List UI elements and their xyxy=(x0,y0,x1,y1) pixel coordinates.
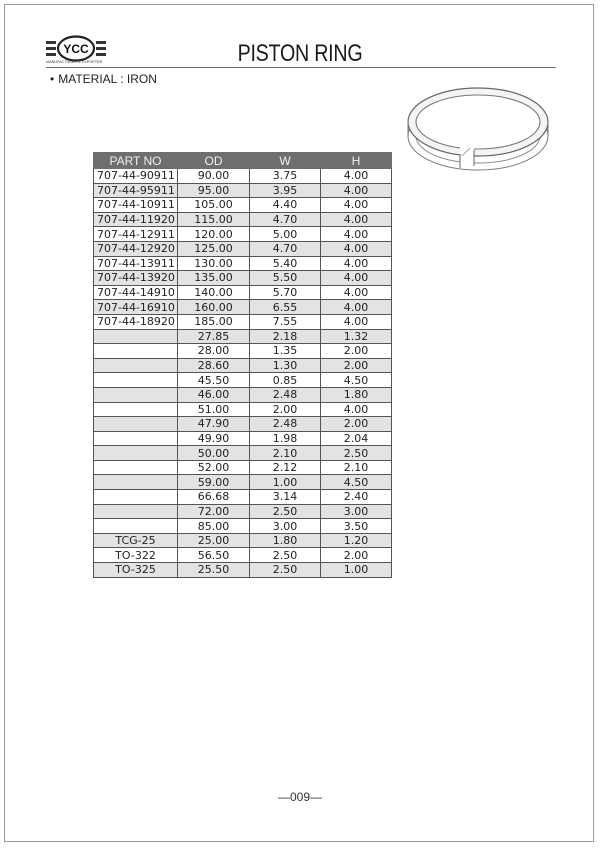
table-row xyxy=(94,227,392,242)
cell-part-no: 707-44-18920 xyxy=(94,314,178,329)
cell-part-no: 707-44-10911 xyxy=(94,198,178,213)
cell-w: 5.70 xyxy=(250,285,321,300)
table-row xyxy=(94,431,392,446)
cell-h: 1.00 xyxy=(321,563,392,578)
bullet-icon: • xyxy=(50,72,55,86)
cell-od: 46.00 xyxy=(178,387,250,402)
cell-w: 4.40 xyxy=(250,198,321,213)
material-line xyxy=(50,72,157,86)
cell-h: 2.10 xyxy=(321,460,392,475)
page-number: —009— xyxy=(277,790,323,804)
cell-w: 2.48 xyxy=(250,387,321,402)
cell-part-no: TO-325 xyxy=(94,563,178,578)
table-row xyxy=(94,373,392,388)
table-row xyxy=(94,446,392,461)
cell-w: 5.00 xyxy=(250,227,321,242)
cell-w: 5.40 xyxy=(250,256,321,271)
cell-part-no xyxy=(94,460,178,475)
table-row xyxy=(94,314,392,329)
table-row xyxy=(94,417,392,432)
cell-w: 1.35 xyxy=(250,344,321,359)
cell-h: 4.00 xyxy=(321,314,392,329)
cell-part-no: 707-44-13911 xyxy=(94,256,178,271)
table-row xyxy=(94,271,392,286)
table-row xyxy=(94,519,392,534)
cell-w: 4.70 xyxy=(250,212,321,227)
cell-h: 4.00 xyxy=(321,271,392,286)
cell-od: 160.00 xyxy=(178,300,250,315)
cell-od: 25.00 xyxy=(178,533,250,548)
cell-part-no xyxy=(94,504,178,519)
cell-h: 2.00 xyxy=(321,358,392,373)
cell-od: 120.00 xyxy=(178,227,250,242)
cell-od: 135.00 xyxy=(178,271,250,286)
table-row xyxy=(94,490,392,505)
table-row xyxy=(94,329,392,344)
cell-od: 27.85 xyxy=(178,329,250,344)
cell-part-no xyxy=(94,402,178,417)
cell-h: 4.50 xyxy=(321,373,392,388)
table-row xyxy=(94,548,392,563)
cell-od: 51.00 xyxy=(178,402,250,417)
cell-w: 1.00 xyxy=(250,475,321,490)
table-row xyxy=(94,504,392,519)
cell-od: 185.00 xyxy=(178,314,250,329)
cell-h: 4.00 xyxy=(321,169,392,184)
table-row xyxy=(94,198,392,213)
cell-od: 130.00 xyxy=(178,256,250,271)
cell-h: 2.00 xyxy=(321,548,392,563)
cell-w: 1.30 xyxy=(250,358,321,373)
cell-part-no xyxy=(94,475,178,490)
cell-od: 50.00 xyxy=(178,446,250,461)
cell-h: 4.00 xyxy=(321,256,392,271)
cell-part-no xyxy=(94,344,178,359)
cell-part-no: TO-322 xyxy=(94,548,178,563)
table-row xyxy=(94,212,392,227)
cell-od: 59.00 xyxy=(178,475,250,490)
cell-w: 3.75 xyxy=(250,169,321,184)
cell-od: 95.00 xyxy=(178,183,250,198)
cell-h: 4.00 xyxy=(321,212,392,227)
page-title: PISTON RING xyxy=(237,40,363,67)
table-row xyxy=(94,256,392,271)
cell-h: 3.00 xyxy=(321,504,392,519)
cell-h: 4.50 xyxy=(321,475,392,490)
cell-od: 47.90 xyxy=(178,417,250,432)
cell-part-no xyxy=(94,431,178,446)
cell-h: 4.00 xyxy=(321,227,392,242)
table-row xyxy=(94,358,392,373)
cell-od: 115.00 xyxy=(178,212,250,227)
cell-h: 2.04 xyxy=(321,431,392,446)
cell-w: 2.50 xyxy=(250,504,321,519)
table-row xyxy=(94,169,392,184)
table-header-row xyxy=(94,153,392,169)
cell-part-no xyxy=(94,446,178,461)
table-row xyxy=(94,533,392,548)
table-row xyxy=(94,300,392,315)
piston-ring-illustration xyxy=(404,82,552,174)
cell-w: 2.00 xyxy=(250,402,321,417)
cell-h: 1.80 xyxy=(321,387,392,402)
cell-w: 2.50 xyxy=(250,563,321,578)
cell-part-no xyxy=(94,329,178,344)
table-row xyxy=(94,563,392,578)
cell-w: 5.50 xyxy=(250,271,321,286)
cell-h: 2.00 xyxy=(321,344,392,359)
cell-w: 4.70 xyxy=(250,241,321,256)
table-row xyxy=(94,285,392,300)
cell-part-no: 707-44-90911 xyxy=(94,169,178,184)
header-part-no: PART NO xyxy=(94,153,178,169)
cell-h: 4.00 xyxy=(321,285,392,300)
table-row xyxy=(94,475,392,490)
cell-h: 4.00 xyxy=(321,300,392,315)
cell-part-no xyxy=(94,417,178,432)
cell-od: 49.90 xyxy=(178,431,250,446)
cell-h: 2.50 xyxy=(321,446,392,461)
cell-h: 1.20 xyxy=(321,533,392,548)
cell-part-no: 707-44-95911 xyxy=(94,183,178,198)
cell-w: 3.00 xyxy=(250,519,321,534)
cell-od: 66.68 xyxy=(178,490,250,505)
header-h: H xyxy=(321,153,392,169)
cell-part-no: 707-44-16910 xyxy=(94,300,178,315)
table-row xyxy=(94,460,392,475)
cell-part-no xyxy=(94,358,178,373)
cell-w: 2.18 xyxy=(250,329,321,344)
table-row xyxy=(94,183,392,198)
cell-od: 72.00 xyxy=(178,504,250,519)
cell-part-no: 707-44-13920 xyxy=(94,271,178,286)
table-row xyxy=(94,402,392,417)
cell-od: 25.50 xyxy=(178,563,250,578)
logo-text: YCC xyxy=(63,42,89,56)
cell-h: 4.00 xyxy=(321,402,392,417)
cell-h: 2.40 xyxy=(321,490,392,505)
cell-od: 28.60 xyxy=(178,358,250,373)
cell-h: 4.00 xyxy=(321,183,392,198)
cell-part-no: 707-44-12920 xyxy=(94,241,178,256)
cell-w: 2.48 xyxy=(250,417,321,432)
cell-w: 3.95 xyxy=(250,183,321,198)
cell-h: 4.00 xyxy=(321,198,392,213)
cell-part-no xyxy=(94,490,178,505)
cell-part-no xyxy=(94,519,178,534)
cell-od: 56.50 xyxy=(178,548,250,563)
cell-part-no xyxy=(94,387,178,402)
title-divider xyxy=(46,67,556,68)
cell-w: 1.98 xyxy=(250,431,321,446)
cell-od: 52.00 xyxy=(178,460,250,475)
header-w: W xyxy=(250,153,321,169)
cell-part-no xyxy=(94,373,178,388)
piston-ring-table xyxy=(93,152,392,578)
header-od: OD xyxy=(178,153,250,169)
cell-w: 6.55 xyxy=(250,300,321,315)
logo-tagline: MANUFACTURER & EXPORTER xyxy=(46,60,103,64)
cell-od: 85.00 xyxy=(178,519,250,534)
cell-w: 2.50 xyxy=(250,548,321,563)
cell-part-no: TCG-25 xyxy=(94,533,178,548)
cell-w: 2.12 xyxy=(250,460,321,475)
cell-od: 105.00 xyxy=(178,198,250,213)
cell-w: 7.55 xyxy=(250,314,321,329)
cell-w: 0.85 xyxy=(250,373,321,388)
cell-w: 3.14 xyxy=(250,490,321,505)
table-row xyxy=(94,241,392,256)
cell-h: 2.00 xyxy=(321,417,392,432)
cell-part-no: 707-44-12911 xyxy=(94,227,178,242)
cell-h: 3.50 xyxy=(321,519,392,534)
cell-h: 1.32 xyxy=(321,329,392,344)
cell-od: 28.00 xyxy=(178,344,250,359)
cell-od: 90.00 xyxy=(178,169,250,184)
table-row xyxy=(94,387,392,402)
cell-part-no: 707-44-11920 xyxy=(94,212,178,227)
cell-w: 1.80 xyxy=(250,533,321,548)
cell-h: 4.00 xyxy=(321,241,392,256)
cell-part-no: 707-44-14910 xyxy=(94,285,178,300)
material-label: MATERIAL : IRON xyxy=(58,72,157,86)
cell-w: 2.10 xyxy=(250,446,321,461)
cell-od: 45.50 xyxy=(178,373,250,388)
cell-od: 140.00 xyxy=(178,285,250,300)
table-row xyxy=(94,344,392,359)
cell-od: 125.00 xyxy=(178,241,250,256)
